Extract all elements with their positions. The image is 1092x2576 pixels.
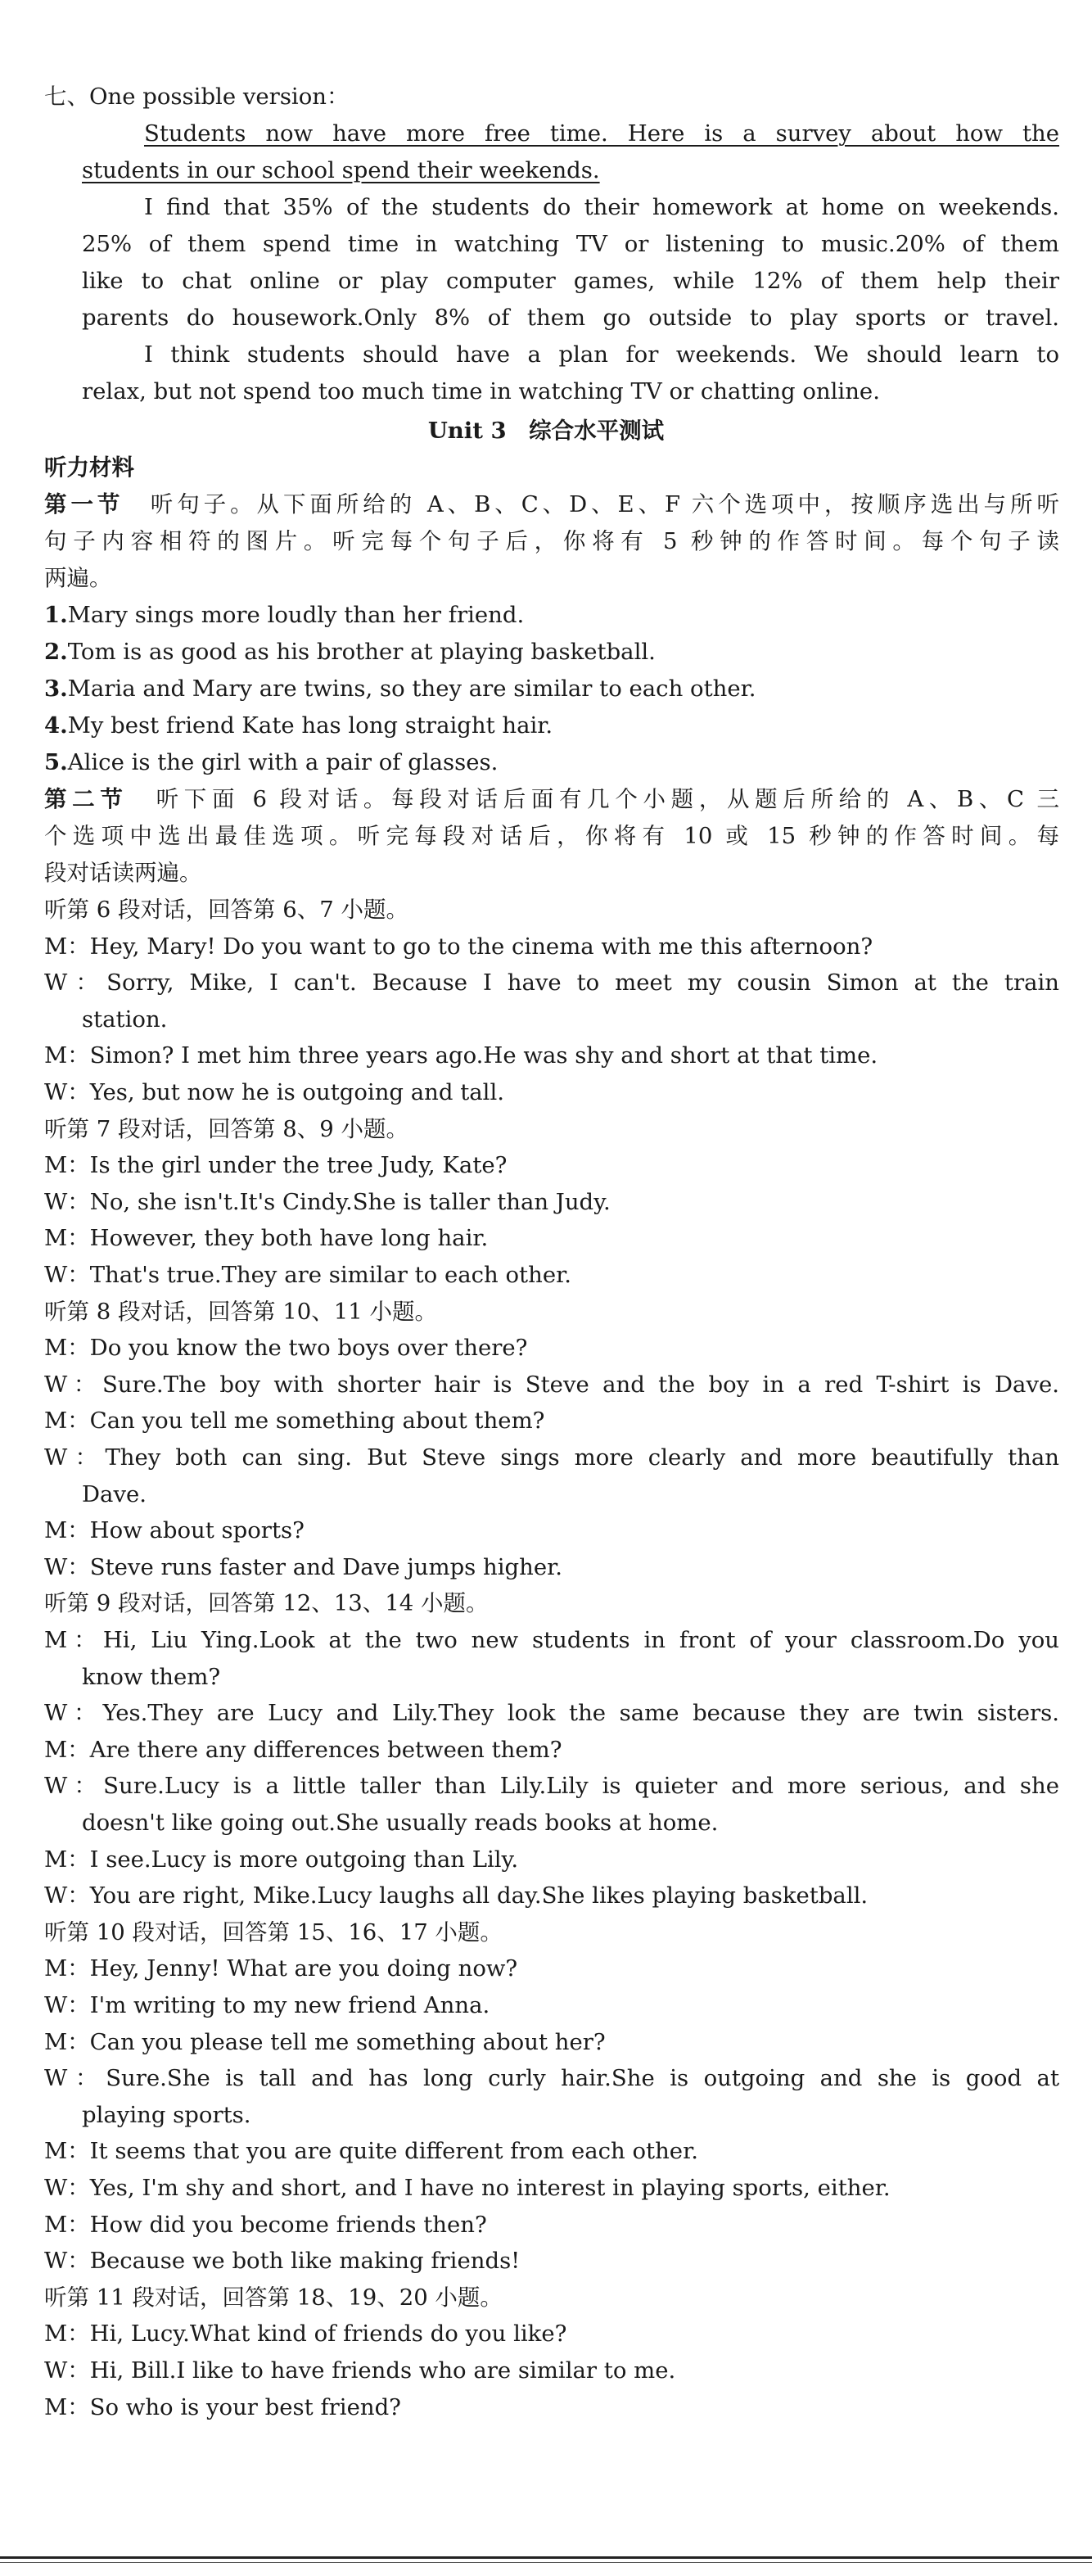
dialogue-heading: 听第 8 段对话，回答第 10、11 小题。 — [44, 1298, 437, 1325]
dialogue-line: M：Hey, Mary! Do you want to go to the cinema with me this afternoon? — [44, 933, 873, 960]
dialogue-line: M：Hi, Lucy.What kind of friends do you like? — [44, 2321, 567, 2348]
dialogue-line: W：That's true.They are similar to each other. — [44, 1262, 571, 1288]
bottom-rule — [0, 2556, 1092, 2559]
essay-line-1: Students now have more free time. Here is a survey about how the — [144, 120, 1059, 147]
list-item: 4.My best friend Kate has long straight hair. — [44, 712, 553, 739]
dialogue-line: W：You are right, Mike.Lucy laughs all day.She likes playing basketball. — [44, 1882, 869, 1909]
section1-instruction-1: 第一节 听句子。从下面所给的 A、B、C、D、E、F 六个选项中，按顺序选出与所听 — [44, 491, 1060, 517]
dialogue-heading: 听第 9 段对话，回答第 12、13、14 小题。 — [44, 1590, 489, 1617]
dialogue-line: M：Can you tell me something about them? — [44, 1408, 545, 1435]
essay-line-5: like to chat online or play computer games, while 12% of them help their — [82, 268, 1059, 294]
dialogue-line: M：Are there any differences between them? — [44, 1736, 562, 1763]
dialogue-line: M：Hey, Jenny! What are you doing now? — [44, 1955, 518, 1982]
dialogue-line: W：Because we both like making friends! — [44, 2248, 521, 2275]
dialogue-line: W：Steve runs faster and Dave jumps higher. — [44, 1553, 562, 1580]
dialogue-line: W：Yes, but now he is outgoing and tall. — [44, 1079, 504, 1105]
dialogue-line: W：Yes.They are Lucy and Lily.They look the same because they are twin sisters. — [44, 1700, 1059, 1727]
essay-line-4: 25% of them spend time in watching TV or listening to music.20% of them — [82, 231, 1059, 257]
dialogue-line: W：Sure.Lucy is a little taller than Lily.Lily is quieter and more serious, and she — [44, 1773, 1059, 1800]
dialogue-line: M：Can you please tell me something about her? — [44, 2028, 606, 2055]
dialogue-heading: 听第 11 段对话，回答第 18、19、20 小题。 — [44, 2284, 503, 2311]
dialogue-line: M：So who is your best friend? — [44, 2393, 401, 2420]
list-item: 3.Maria and Mary are twins, so they are similar to each other. — [44, 676, 756, 702]
unit-title: Unit 3 综合水平测试 — [427, 418, 665, 444]
section1-label: 第一节 — [44, 491, 124, 517]
dialogue-line: M：Do you know the two boys over there? — [44, 1335, 528, 1362]
essay-line-3: I find that 35% of the students do their homework at home on weekends. — [144, 194, 1059, 220]
essay-line-7: I think students should have a plan for weekends. We should learn to — [144, 341, 1059, 368]
section2-label: 第二节 — [44, 786, 129, 812]
dialogue-line: M：How about sports? — [44, 1517, 305, 1544]
section2-instruction-3: 段对话读两遍。 — [44, 860, 202, 886]
essay-line-6: parents do housework.Only 8% of them go outside to play sports or travel. — [82, 305, 1059, 331]
dialogue-line: M：Hi, Liu Ying.Look at the two new students in front of your classroom.Do you — [44, 1627, 1059, 1653]
dialogue-line: W：Yes, I'm shy and short, and I have no interest in playing sports, either. — [44, 2175, 891, 2201]
dialogue-line: M：Simon? I met him three years ago.He was shy and short at that time. — [44, 1042, 878, 1069]
dialogue-line: W：Sorry, Mike, I can't. Because I have to meet my cousin Simon at the train — [44, 969, 1059, 997]
list-item: 2.Tom is as good as his brother at playing basketball. — [44, 639, 656, 665]
list-item: 5.Alice is the girl with a pair of glasses. — [44, 749, 499, 775]
dialogue-line: doesn't like going out.She usually reads books at home. — [82, 1810, 719, 1836]
dialogue-line: W：Sure.She is tall and has long curly hair.She is outgoing and she is good at — [44, 2065, 1059, 2092]
essay-line-2: students in our school spend their weekends. — [82, 157, 600, 183]
dialogue-line: know them? — [82, 1663, 221, 1690]
list-item: 1.Mary sings more loudly than her friend. — [44, 602, 525, 628]
essay-line-8: relax, but not spend too much time in watching TV or chatting online. — [82, 378, 880, 404]
essay-heading: 七、One possible version： — [44, 84, 350, 110]
dialogue-line: W：They both can sing. But Steve sings more clearly and more beautifully than — [44, 1444, 1059, 1471]
dialogue-heading: 听第 7 段对话，回答第 8、9 小题。 — [44, 1115, 408, 1142]
section2-instruction-1: 第二节 听下面 6 段对话。每段对话后面有几个小题，从题后所给的 A、B、C 三 — [44, 786, 1059, 812]
dialogue-line: M：However, they both have long hair. — [44, 1225, 489, 1252]
dialogue-line: M：How did you become friends then? — [44, 2211, 487, 2238]
dialogue-line: M：Is the girl under the tree Judy, Kate? — [44, 1152, 508, 1179]
bottom-rule-thin — [0, 2562, 1092, 2563]
dialogue-heading: 听第 10 段对话，回答第 15、16、17 小题。 — [44, 1918, 503, 1946]
dialogue-line: W：No, she isn't.It's Cindy.She is taller than Judy. — [44, 1188, 611, 1215]
dialogue-line: M：It seems that you are quite different from each other. — [44, 2138, 698, 2165]
dialogue-line: W：Hi, Bill.I like to have friends who are similar to me. — [44, 2357, 676, 2384]
dialogue-line: W：I'm writing to my new friend Anna. — [44, 1992, 490, 2018]
dialogue-line: playing sports. — [82, 2101, 251, 2128]
materials-label: 听力材料 — [44, 454, 134, 481]
dialogue-line: station. — [82, 1006, 168, 1033]
section2-instruction-2: 个选项中选出最佳选项。听完每段对话后，你将有 10 或 15 秒钟的作答时间。每 — [44, 823, 1059, 849]
dialogue-line: M：I see.Lucy is more outgoing than Lily. — [44, 1846, 519, 1873]
section1-instruction-3: 两遍。 — [44, 565, 112, 591]
dialogue-line: Dave. — [82, 1480, 147, 1507]
dialogue-heading: 听第 6 段对话，回答第 6、7 小题。 — [44, 897, 408, 923]
dialogue-line: W：Sure.The boy with shorter hair is Steve and the boy in a red T-shirt is Dave. — [44, 1371, 1059, 1398]
section1-instruction-2: 句子内容相符的图片。听完每个句子后，你将有 5 秒钟的作答时间。每个句子读 — [44, 528, 1059, 554]
